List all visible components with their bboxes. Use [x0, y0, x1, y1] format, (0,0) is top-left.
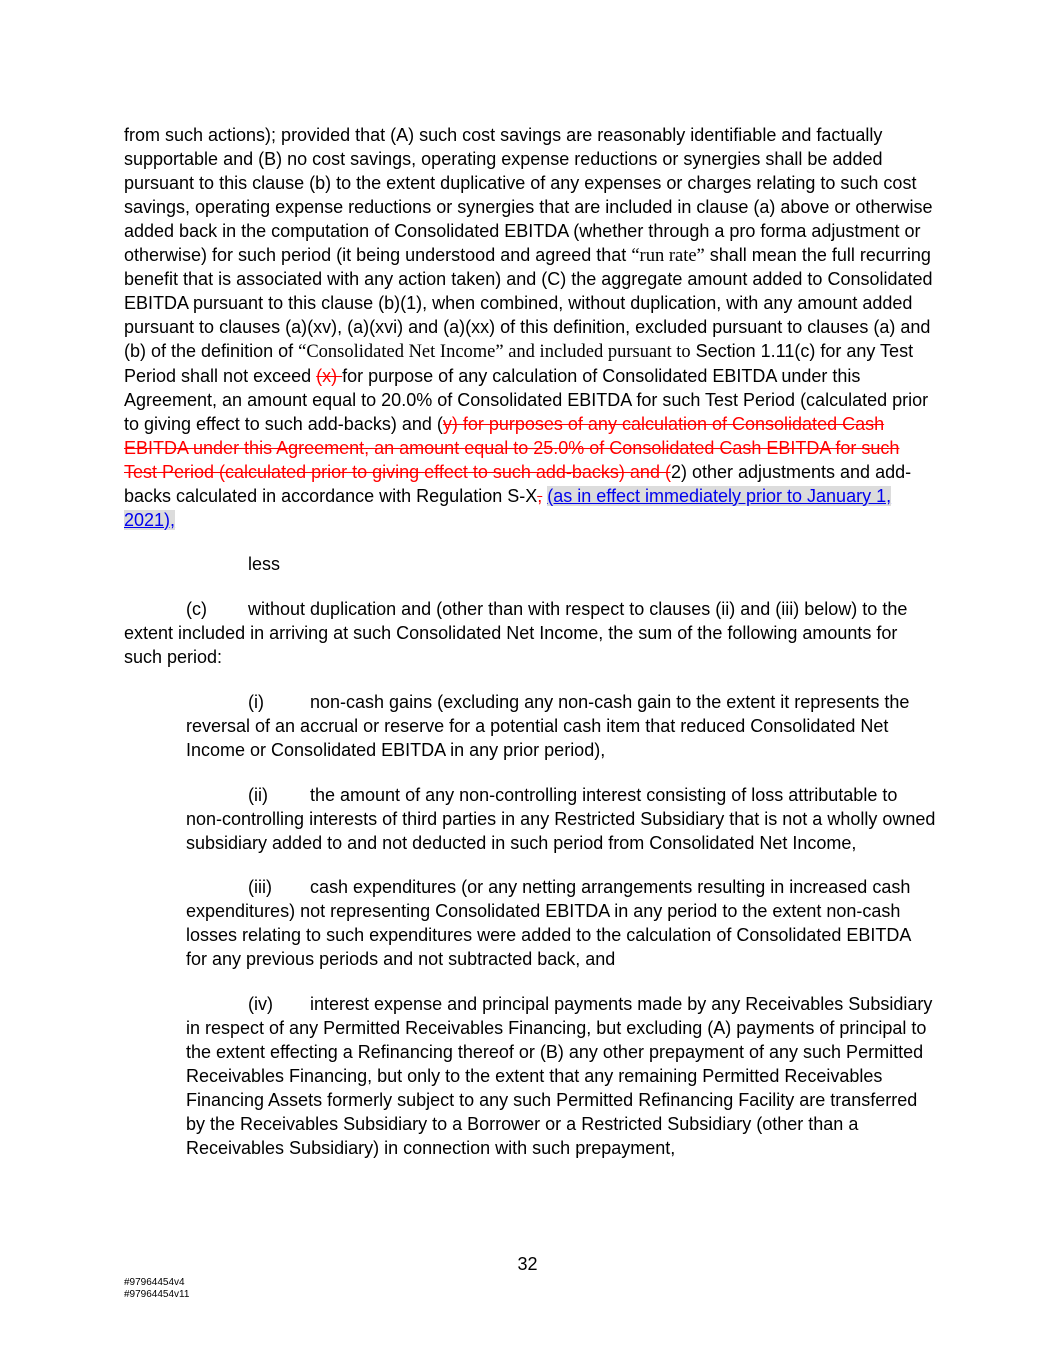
- paragraph-text: from such actions); provided that (A) such cost savings are reasonably identifiable and factually supportable and (B) no cost savings, operating expense reductions or synergies shall be added pursuant to this clause (b) to the extent duplicative of any expenses or charges relating to such cost savings, operating expense reductions or synergies that are included in clause (a) above or otherwise added back in the computation of Consolidated EBITDA (whether through a pro forma adjustment or otherwise) for such period (it being understood and agreed that: [124, 125, 933, 265]
- subclause-label: (iv): [248, 994, 273, 1015]
- subclause-label: (ii): [248, 784, 268, 805]
- document-id: #97964454v4: [124, 1277, 185, 1288]
- defined-term-run-rate: “run rate”: [631, 245, 705, 266]
- subclause-ii: [186, 784, 936, 856]
- inserted-text: (as in effect immediately prior to January 1, 2021),: [124, 485, 892, 530]
- clause-label: (c): [186, 599, 207, 620]
- less-heading: less: [248, 554, 281, 575]
- subclause-label: (i): [248, 692, 264, 713]
- clause-text: without duplication and (other than with respect to clauses (ii) and (iii) below) to the extent included in arriving at such Consolidated Net Income, the sum of the following amounts for such period:: [124, 599, 908, 668]
- paragraph-text: Section 1.11(c) for any Test Period shall not exceed: [124, 341, 914, 387]
- subclause-text: non-cash gains (excluding any non-cash gain to the extent it represents the reversal of an accrual or reserve for a potential cash item that reduced Consolidated Net Income or Consolidated EBITDA in any prior period),: [186, 692, 910, 760]
- subclause-text: cash expenditures (or any netting arrangements resulting in increased cash expenditures) not representing Consolidated EBITDA in any period to the extent non-cash losses relating to such expenditures were added to the calculation of Consolidated EBITDA for any previous periods and not subtracted back, and: [186, 877, 911, 970]
- clause-c: [124, 598, 936, 670]
- subclause-iii: [186, 876, 936, 972]
- deleted-text: y) for purposes of any calculation of Consolidated Cash EBITDA under this Agreement, an amount equal to 25.0% of Consolidated Cash EBITDA for such Test Period (calculated prior to giving effect to such add-backs) and (: [124, 413, 900, 482]
- paragraph-text: for purpose of any calculation of Consolidated EBITDA under this Agreement, an amount equal to 20.0% of Consolidated EBITDA for such Test Period (calculated prior to giving effect to such add-backs) and (: [124, 366, 929, 434]
- document-page: [124, 124, 936, 1160]
- page-number: 32: [517, 1254, 538, 1274]
- subclause-text: interest expense and principal payments made by any Receivables Subsidiary in respect of any Permitted Receivables Financing, but excluding (A) payments of principal to the extent effecting a Refinancing thereof or (B) any other prepayment of any such Permitted Receivables Financing, but only to the extent that any remaining Permitted Receivables Financing Assets formerly subject to any such Permitted Refinancing Facility are transferred by the Receivables Subsidiary to a Borrower or a Restricted Subsidiary (other than a Receivables Subsidiary) in connection with such prepayment,: [186, 994, 933, 1158]
- subclause-iv: [186, 993, 936, 1160]
- defined-term-consolidated-net-income: “Consolidated Net Income” and included pursuant to: [298, 342, 691, 363]
- paragraph-text: 2) other adjustments and add-backs calculated in accordance with Regulation S-X: [124, 461, 912, 506]
- document-ids: [124, 1277, 189, 1301]
- deleted-text: ,: [537, 485, 543, 506]
- subclause-i: [186, 691, 936, 763]
- paragraph-text: shall mean the full recurring benefit that is associated with any action taken) and (C) the aggregate amount added to Consolidated EBITDA pursuant to this clause (b)(1), when combined, without duplication, with any amount added pursuant to clauses (a)(xv), (a)(xvi) and (a)(xx) of this definition, excluded pursuant to clauses (a) and (b) of the definition of: [124, 244, 933, 362]
- subclause-text: the amount of any non-controlling interest consisting of loss attributable to non-controlling interests of third parties in any Restricted Subsidiary that is not a wholly owned subsidiary added to and not deducted in such period from Consolidated Net Income,: [186, 784, 936, 853]
- subclause-label: (iii): [248, 877, 272, 898]
- document-id: #97964454v11: [124, 1289, 190, 1300]
- paragraph-cost-savings: [124, 124, 936, 532]
- deleted-text: (x): [316, 366, 343, 387]
